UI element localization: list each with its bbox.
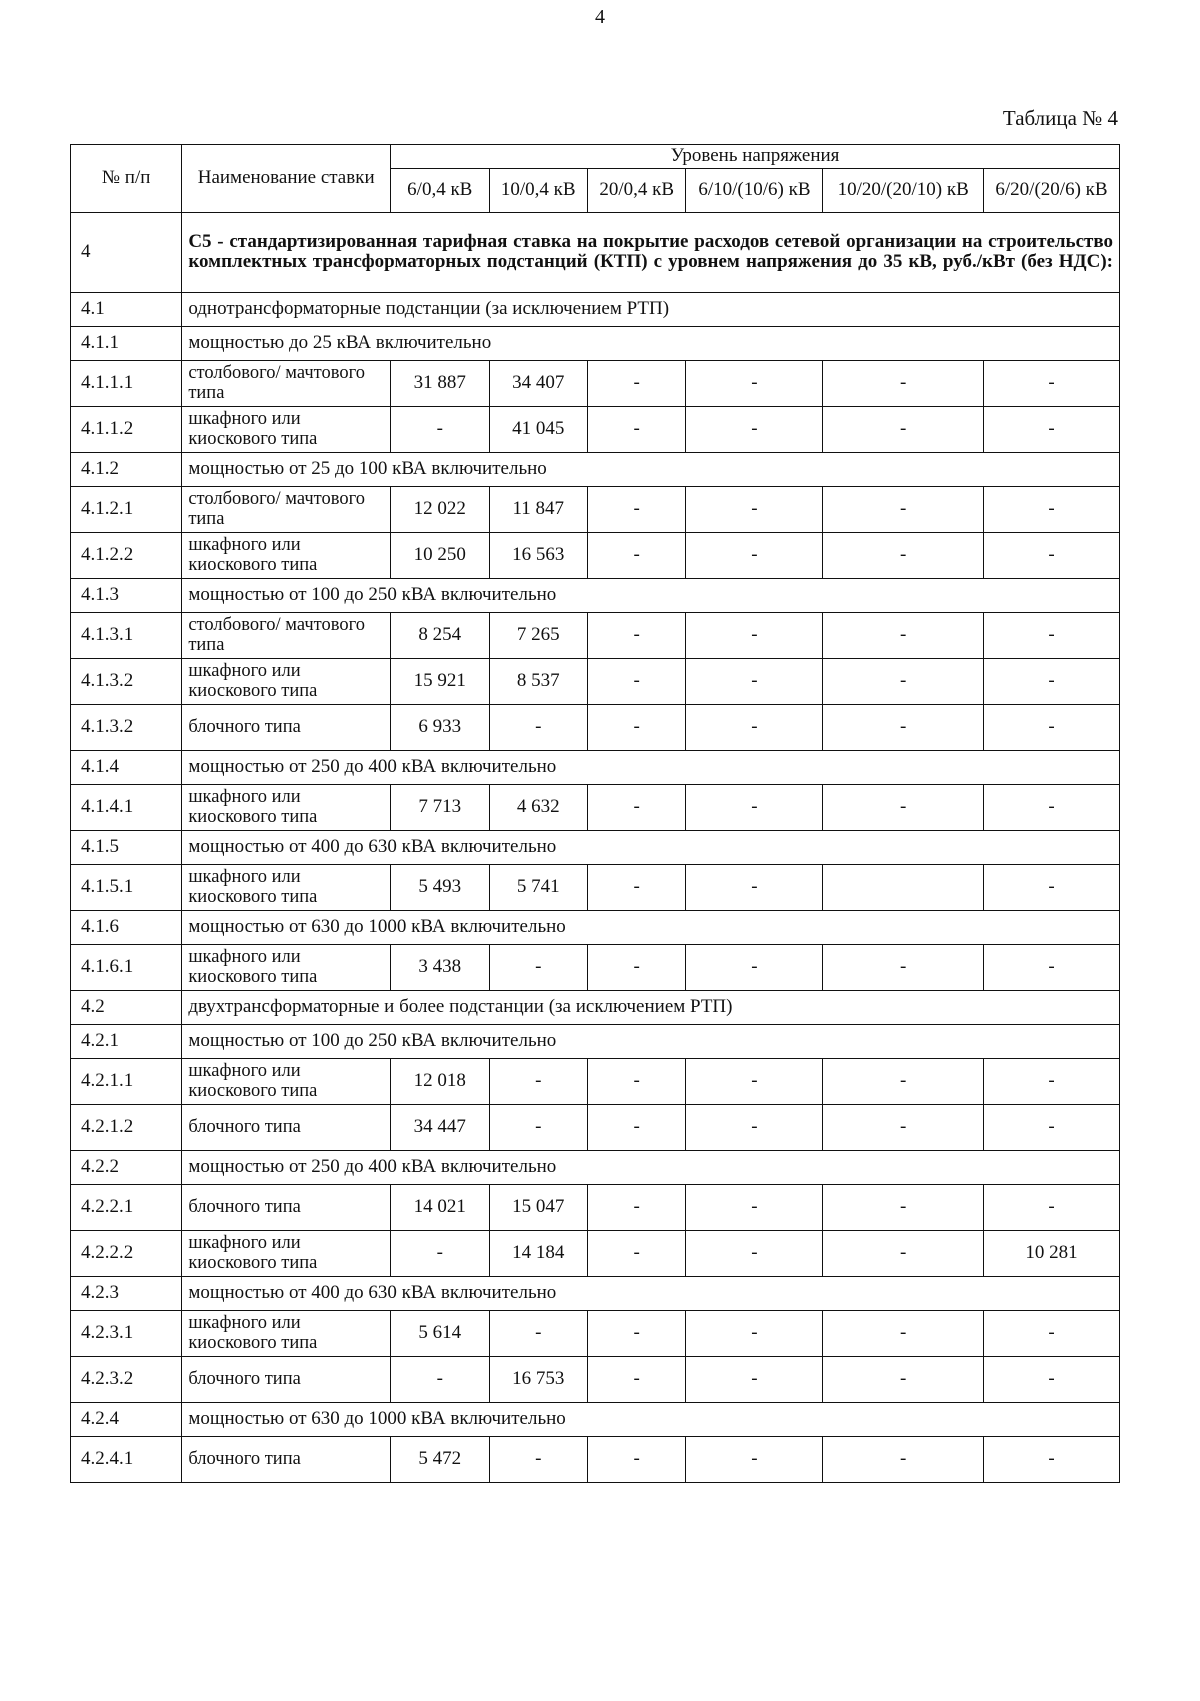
table-row [71,212,1120,292]
row-number: 4.1.5 [71,830,182,864]
rate-name: шкафного или киоскового типа [182,864,391,910]
rate-value: - [823,486,984,532]
tariff-table [70,144,1120,1483]
rate-value: - [391,406,489,452]
rate-name: блочного типа [182,1436,391,1482]
rate-value: - [686,864,823,910]
rate-value: - [587,784,685,830]
rate-value: 7 265 [489,612,587,658]
rate-value: - [489,704,587,750]
rate-value: - [823,784,984,830]
rate-value: - [686,486,823,532]
row-number: 4.2 [71,990,182,1024]
table-row [71,864,1120,910]
row-number: 4.2.3.2 [71,1356,182,1402]
rate-value: - [686,1356,823,1402]
section-heading: мощностью до 25 кВА включительно [182,326,1120,360]
rate-value: - [686,612,823,658]
section-heading: мощностью от 630 до 1000 кВА включительно [182,1402,1120,1436]
section-heading: мощностью от 400 до 630 кВА включительно [182,830,1120,864]
table-row [71,486,1120,532]
table-row [71,1356,1120,1402]
rate-value: - [686,406,823,452]
table-row [71,406,1120,452]
rate-value: - [983,784,1119,830]
table-body [71,212,1120,1482]
rate-value: - [983,1058,1119,1104]
row-number: 4.2.1.2 [71,1104,182,1150]
row-number: 4.2.1 [71,1024,182,1058]
row-number: 4.2.2.1 [71,1184,182,1230]
rate-value: - [587,360,685,406]
rate-value: 15 921 [391,658,489,704]
rate-value: - [823,1310,984,1356]
rate-value: - [983,486,1119,532]
rate-value: - [983,1356,1119,1402]
table-row [71,578,1120,612]
rate-value: - [391,1356,489,1402]
rate-value: - [686,532,823,578]
rate-name: шкафного или киоскового типа [182,532,391,578]
row-number: 4.1.4 [71,750,182,784]
row-number: 4.1.5.1 [71,864,182,910]
header-voltage-level: Уровень напряжения [391,145,1120,169]
rate-value: - [823,704,984,750]
rate-value: - [686,1310,823,1356]
rate-value: 41 045 [489,406,587,452]
table-row [71,1184,1120,1230]
rate-value: 16 563 [489,532,587,578]
rate-heading: С5 - стандартизированная тарифная ставка на покрытие расходов сетевой организации на строительство комплектных трансформаторных подстанций (КТП) с уровнем напряжения до 35 кВ, руб./кВт (без НДС): [182,212,1120,292]
table-row [71,532,1120,578]
rate-value: - [587,1104,685,1150]
rate-value: - [587,864,685,910]
rate-value: - [686,1104,823,1150]
rate-name: столбового/ мачтового типа [182,360,391,406]
rate-value: 7 713 [391,784,489,830]
section-heading: мощностью от 100 до 250 кВА включительно [182,1024,1120,1058]
rate-value: - [587,658,685,704]
rate-value: - [587,1356,685,1402]
rate-value: - [823,1104,984,1150]
rate-value: - [983,360,1119,406]
row-number: 4.2.4 [71,1402,182,1436]
rate-value: 10 281 [983,1230,1119,1276]
table-row [71,784,1120,830]
rate-name: столбового/ мачтового типа [182,612,391,658]
header-num: № п/п [71,145,182,213]
table-row [71,1436,1120,1482]
rate-value: - [983,864,1119,910]
row-number: 4.1.2 [71,452,182,486]
rate-value: 34 407 [489,360,587,406]
table-row [71,1058,1120,1104]
rate-value: - [587,486,685,532]
rate-value: - [686,1436,823,1482]
rate-value: 31 887 [391,360,489,406]
row-number: 4.2.2.2 [71,1230,182,1276]
row-number: 4 [71,212,182,292]
row-number: 4.1.1 [71,326,182,360]
table-row [71,452,1120,486]
rate-name: блочного типа [182,1104,391,1150]
rate-value: - [686,784,823,830]
section-heading: однотрансформаторные подстанции (за исключением РТП) [182,292,1120,326]
table-row [71,944,1120,990]
section-heading: мощностью от 630 до 1000 кВА включительно [182,910,1120,944]
row-number: 4.1.2.1 [71,486,182,532]
rate-value: - [587,1058,685,1104]
rate-value: 10 250 [391,532,489,578]
rate-value: 5 741 [489,864,587,910]
rate-value: 15 047 [489,1184,587,1230]
rate-value: - [823,658,984,704]
rate-value: - [587,1310,685,1356]
rate-value: - [587,1436,685,1482]
rate-value: 6 933 [391,704,489,750]
rate-value: - [489,1436,587,1482]
rate-name: блочного типа [182,1184,391,1230]
rate-value: - [983,944,1119,990]
row-number: 4.1.4.1 [71,784,182,830]
table-row [71,1150,1120,1184]
rate-value: 12 022 [391,486,489,532]
row-number: 4.2.3 [71,1276,182,1310]
rate-value: 5 614 [391,1310,489,1356]
header-voltage: 6/0,4 кВ [391,168,489,212]
rate-value: - [587,704,685,750]
rate-value: - [823,612,984,658]
rate-value: 8 254 [391,612,489,658]
table-row [71,1402,1120,1436]
rate-name: блочного типа [182,1356,391,1402]
rate-value: - [983,612,1119,658]
row-number: 4.2.1.1 [71,1058,182,1104]
rate-value: - [983,1184,1119,1230]
section-heading: мощностью от 25 до 100 кВА включительно [182,452,1120,486]
rate-name: шкафного или киоскового типа [182,1058,391,1104]
section-heading: мощностью от 400 до 630 кВА включительно [182,1276,1120,1310]
rate-value: - [823,1058,984,1104]
table-row [71,326,1120,360]
rate-value: - [587,1184,685,1230]
table-row [71,990,1120,1024]
row-number: 4.2.2 [71,1150,182,1184]
rate-value: - [983,1104,1119,1150]
row-number: 4.2.4.1 [71,1436,182,1482]
section-heading: двухтрансформаторные и более подстанции (за исключением РТП) [182,990,1120,1024]
table-row [71,292,1120,326]
header-voltage: 20/0,4 кВ [587,168,685,212]
table-row [71,1024,1120,1058]
row-number: 4.1.3.2 [71,704,182,750]
rate-value: - [587,406,685,452]
table-row [71,750,1120,784]
rate-value: - [686,1058,823,1104]
rate-name: шкафного или киоскового типа [182,944,391,990]
row-number: 4.1.3 [71,578,182,612]
rate-name: шкафного или киоскового типа [182,658,391,704]
row-number: 4.1.3.1 [71,612,182,658]
rate-value: - [823,1436,984,1482]
rate-value: 3 438 [391,944,489,990]
rate-value: 12 018 [391,1058,489,1104]
table-row [71,658,1120,704]
table-row [71,1276,1120,1310]
rate-value: 14 021 [391,1184,489,1230]
rate-value: 5 493 [391,864,489,910]
rate-value: - [489,1310,587,1356]
header-name: Наименование ставки [182,145,391,213]
row-number: 4.1.6.1 [71,944,182,990]
rate-value: - [686,1230,823,1276]
rate-value: - [587,612,685,658]
row-number: 4.1 [71,292,182,326]
table-caption: Таблица № 4 [1002,106,1118,130]
section-heading: мощностью от 250 до 400 кВА включительно [182,1150,1120,1184]
rate-value: - [983,658,1119,704]
table-row [71,612,1120,658]
rate-name: шкафного или киоскового типа [182,1230,391,1276]
section-heading: мощностью от 100 до 250 кВА включительно [182,578,1120,612]
rate-value: 11 847 [489,486,587,532]
row-number: 4.1.3.2 [71,658,182,704]
table-row [71,360,1120,406]
rate-value: - [686,944,823,990]
header-voltage: 6/20/(20/6) кВ [983,168,1119,212]
header-voltage: 10/0,4 кВ [489,168,587,212]
table-row [71,830,1120,864]
rate-value: - [489,1058,587,1104]
rate-value: - [587,532,685,578]
rate-value: - [686,704,823,750]
row-number: 4.1.2.2 [71,532,182,578]
rate-value: - [983,704,1119,750]
row-number: 4.1.6 [71,910,182,944]
rate-value: - [823,532,984,578]
rate-value: - [686,658,823,704]
section-heading: мощностью от 250 до 400 кВА включительно [182,750,1120,784]
rate-value: - [983,1310,1119,1356]
table-row [71,1310,1120,1356]
rate-value: - [983,406,1119,452]
table-row [71,1104,1120,1150]
rate-value: 16 753 [489,1356,587,1402]
page-number: 4 [595,6,605,28]
rate-value: - [489,944,587,990]
rate-value: - [823,406,984,452]
rate-value: - [489,1104,587,1150]
rate-value: - [587,944,685,990]
rate-value: - [587,1230,685,1276]
rate-value [823,864,984,910]
rate-value: - [823,1184,984,1230]
rate-value: - [983,1436,1119,1482]
table-row [71,910,1120,944]
rate-value: - [823,1356,984,1402]
header-voltage: 6/10/(10/6) кВ [686,168,823,212]
row-number: 4.1.1.2 [71,406,182,452]
rate-name: блочного типа [182,704,391,750]
rate-value: 5 472 [391,1436,489,1482]
header-voltage: 10/20/(20/10) кВ [823,168,984,212]
rate-name: столбового/ мачтового типа [182,486,391,532]
table-row [71,704,1120,750]
rate-name: шкафного или киоскового типа [182,1310,391,1356]
rate-value: - [983,532,1119,578]
row-number: 4.2.3.1 [71,1310,182,1356]
rate-value: - [686,1184,823,1230]
rate-value: - [391,1230,489,1276]
rate-value: 8 537 [489,658,587,704]
rate-value: - [823,1230,984,1276]
rate-value: - [823,944,984,990]
rate-value: 14 184 [489,1230,587,1276]
rate-value: 34 447 [391,1104,489,1150]
rate-value: 4 632 [489,784,587,830]
rate-name: шкафного или киоскового типа [182,784,391,830]
rate-value: - [686,360,823,406]
row-number: 4.1.1.1 [71,360,182,406]
rate-name: шкафного или киоскового типа [182,406,391,452]
table-row [71,1230,1120,1276]
rate-value: - [823,360,984,406]
